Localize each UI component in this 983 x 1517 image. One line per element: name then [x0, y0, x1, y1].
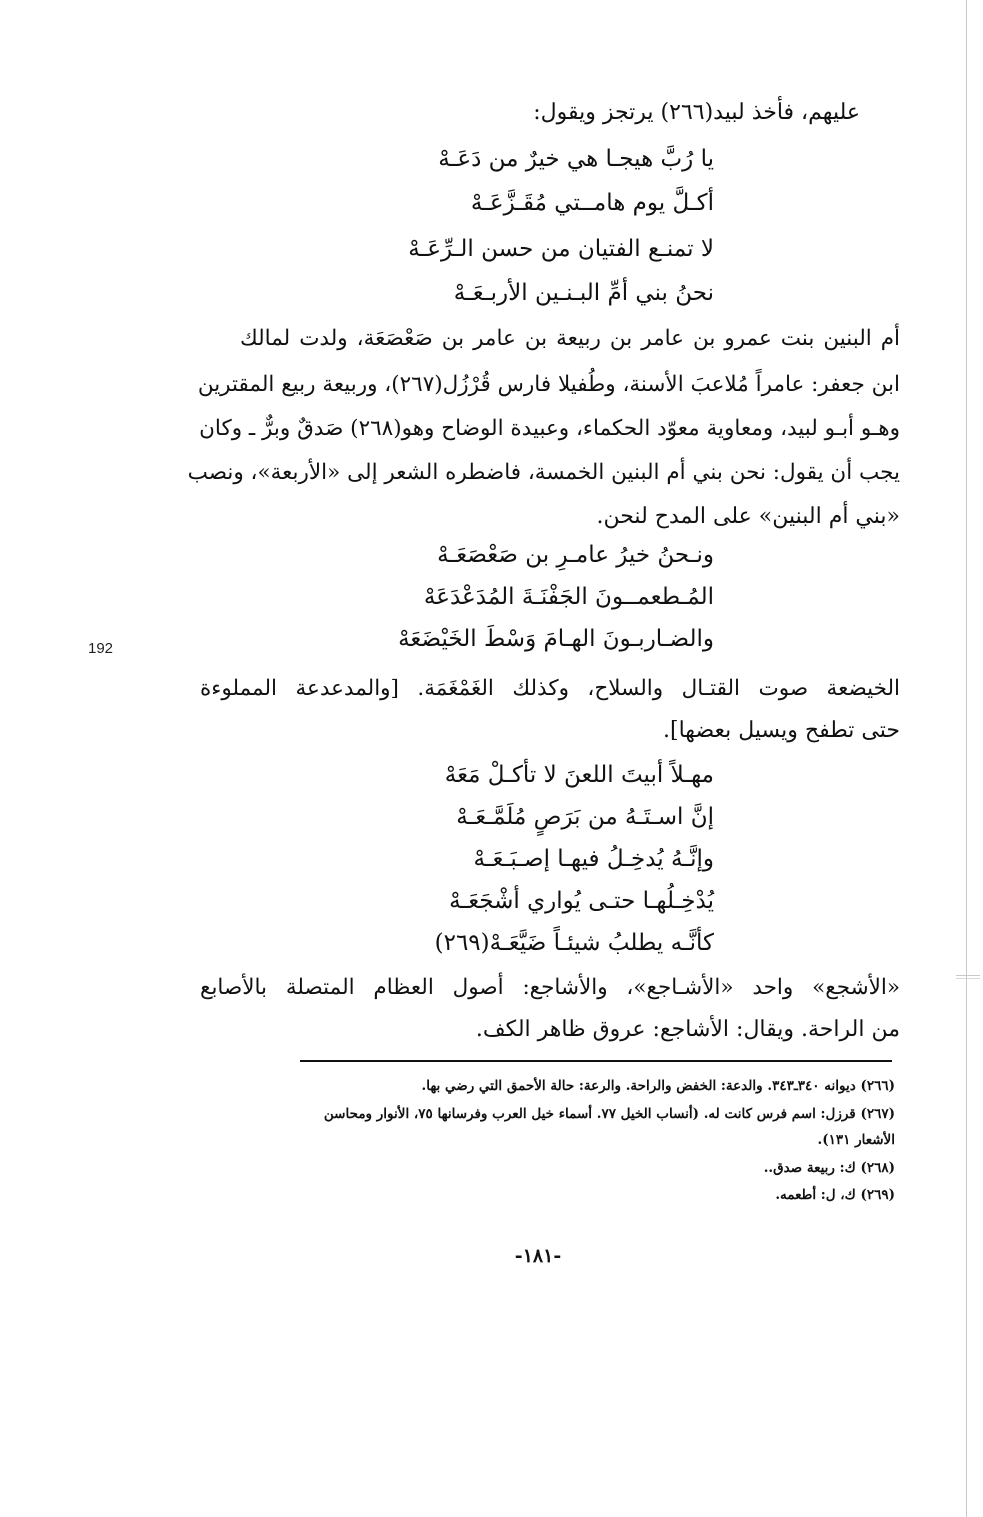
paragraph-line: من الراحة. ويقال: الأشاجع: عروق ظاهر الكف. [475, 1017, 900, 1042]
paragraph-line: الخيضعة صوت القتـال والسلاح، وكذلك الغَمْغَمَة. [والمدعدعة المملوءة [200, 676, 900, 701]
footnote: (٢٦٧) قرزل: اسم فرس كانت له. (أنساب الخيل ٧٧. أسماء خيل العرب وفرسانها ٧٥، الأنوار ومحاسن [323, 1106, 895, 1122]
scan-edge-mark [956, 975, 980, 976]
verse-line: مهـلاً أبيتَ اللعنَ لا تأكـلْ مَعَهْ [444, 762, 714, 788]
footnote-separator [300, 1060, 892, 1062]
verse-line: وإنَّـهُ يُدخِـلُ فيهـا إصـبَـعَـهْ [473, 846, 714, 872]
scan-edge-line [966, 0, 967, 1517]
page-body [180, 0, 900, 1240]
paragraph-line: حتى تطفح ويسيل بعضها]. [663, 718, 900, 743]
paragraph-line: ابن جعفر: عامراً مُلاعبَ الأسنة، وطُفيلا فارس قُرْزُل(٢٦٧)، وربيعة ربيع المقترين [197, 372, 900, 397]
margin-scan-number: 192 [88, 640, 114, 657]
paragraph-line: «الأشجع» واحد «الأشـاجع»، والأشاجع: أصول العظام المتصلة بالأصابع [200, 975, 900, 1000]
verse-line: يُدْخِـلُهـا حتـى يُواري أشْجَعَـهْ [449, 888, 714, 914]
verse-line: أكـلَّ يوم هامــتي مُقَـزَّعَـهْ [470, 190, 714, 216]
intro-line: عليهم، فأخذ لبيد(٢٦٦) يرتجز ويقول: [533, 100, 860, 125]
paragraph-line: «بني أم البنين» على المدح لنحن. [596, 504, 900, 529]
verse-line: كأنَّـه يطلبُ شيئـاً ضَيَّعَـهْ(٢٦٩) [434, 930, 714, 956]
footnote: (٢٦٦) ديوانه ٣٤٠ـ٣٤٣. والدعة: الخفض والراحة. والرعة: حالة الأحمق التي رضي بها. [421, 1078, 895, 1094]
verse-line: والضـاربـونَ الهـامَ وَسْطَ الخَيْضَعَهْ [398, 626, 714, 652]
footnote: (٢٦٨) ك: ربيعة صدق.. [763, 1160, 895, 1176]
page-number: -١٨١- [514, 1245, 562, 1267]
paragraph-line: يجب أن يقول: نحن بني أم البنين الخمسة، فاضطره الشعر إلى «الأربعة»، ونصب [187, 460, 900, 485]
verse-line: يا رُبَّ هيجـا هي خيرٌ من دَعَـهْ [438, 146, 714, 172]
paragraph-line: أم البنين بنت عمرو بن عامر بن ربيعة بن عامر بن صَعْصَعَة، ولدت لمالك [240, 326, 900, 351]
verse-line: المُـطعمــونَ الجَفْنَـةَ المُدَعْدَعَهْ [423, 584, 714, 610]
scan-edge-mark [956, 978, 980, 979]
verse-line: لا تمنـع الفتيان من حسن الـرِّعَـهْ [408, 236, 714, 262]
footnote: الأشعار ١٣١). [817, 1132, 895, 1148]
verse-line: نحنُ بني أمِّ البـنـين الأربـعَـهْ [453, 280, 714, 306]
paragraph-line: وهـو أبـو لبيد، ومعاوية معوّد الحكماء، وعبيدة الوضاح وهو(٢٦٨) صَدقٌ وبرٌّ ـ وكان [199, 416, 900, 441]
verse-line: ونـحنُ خيرُ عامـرِ بن صَعْصَعَـهْ [437, 542, 714, 568]
verse-line: إنَّ اسـتَـهُ من بَرَصٍ مُلَمَّـعَـهْ [456, 804, 714, 830]
footnote: (٢٦٩) ك، ل: أطعمه. [775, 1187, 895, 1203]
